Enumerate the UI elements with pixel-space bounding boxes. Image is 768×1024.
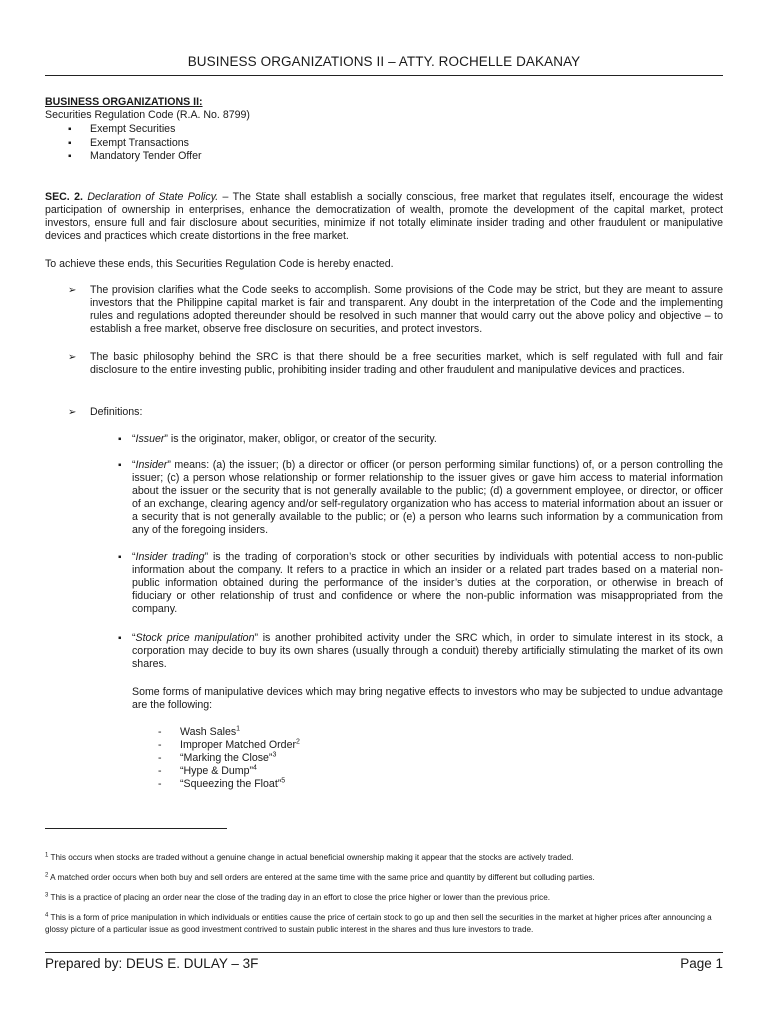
definition-text: is another prohibited activity under the SRC which, in order to simulate interest in its stock, a corporation may decide to buy its own shares (usually through a conduit) thereby artificially stimulating the market of its own shares. <box>132 632 723 670</box>
point-item <box>68 284 723 336</box>
section-text: The State shall establish a socially conscious, free market that regulates itself, encourage the widest participation of ownership in enterprises, enhance the democratization of wealth, promote the development of the capital market, protect investors, ensure full and fair disclosure about securities, minimize if not totally eliminate insider trading and other fraudulent or manipulative devices and practices which create distortions in the free market. <box>45 191 723 242</box>
open-quote: “ <box>132 459 136 471</box>
section-dash: – <box>218 191 233 203</box>
footer-rule <box>45 952 723 953</box>
point-text: Definitions: <box>90 406 143 418</box>
footnote: $^2$ A matched order occurs when both buy and sell orders are entered at the same time with the same price and quantity by different but colluding parties. <box>45 872 595 882</box>
topic-item: ▪ Exempt Transactions <box>68 137 202 151</box>
page-header-title: BUSINESS ORGANIZATIONS II – ATTY. ROCHELLE DAKANAY <box>187 54 581 69</box>
manipulation-intro: Some forms of manipulative devices which may bring negative effects to investors who may be subjected to undue advantage are the following: <box>132 686 723 711</box>
point-item <box>68 406 723 419</box>
definition-item <box>118 551 723 616</box>
close-quote: ” <box>204 551 209 563</box>
definition-term: Insider trading <box>135 551 205 563</box>
manipulation-list <box>158 726 300 791</box>
close-quote: ” <box>164 433 168 445</box>
footnote-ref: 4 <box>253 764 257 772</box>
footnote-separator <box>45 828 227 829</box>
square-bullet-icon: ▪ <box>118 633 122 644</box>
manipulation-item: - Wash Sales$^1$ <box>158 725 241 738</box>
arrow-bullet-icon: ➢ <box>68 407 77 418</box>
footer-prepared-by: Prepared by: DEUS E. DULAY – 3F <box>45 956 259 971</box>
arrow-bullet-icon: ➢ <box>68 285 77 296</box>
definition-text: is the originator, maker, obligor, or creator of the security. <box>167 433 437 445</box>
definition-term: Stock price manipulation <box>135 632 255 644</box>
document-title: BUSINESS ORGANIZATIONS II: <box>45 96 203 108</box>
close-quote: ” <box>167 459 171 471</box>
footnote-ref: 1 <box>236 725 241 733</box>
manipulation-item: - Improper Matched Order$^2$ <box>158 738 300 751</box>
footnote-ref: 5 <box>281 777 286 785</box>
section-heading: Declaration of State Policy. <box>87 191 219 203</box>
point-item <box>68 351 723 377</box>
definition-item <box>118 433 723 446</box>
topic-list <box>68 123 202 164</box>
definition-text: is the trading of corporation’s stock or other securities by individuals with potential access to non-public information about the company. It refers to a practice in which an insider or a related part trades based on a material non-public information obtained during the performance of the insider’s duties at the corporation, or otherwise in breach of fiduciary or other relationship of trust and confidence or where the non-public information was misappropriated from the company. <box>132 551 723 615</box>
definition-text: means: (a) the issuer; (b) a director or officer (or person performing similar functions) of, or a person controlling the issuer; (c) a person whose relationship or former relationship to the issuer gives or gave him access to material information about the issuer or the security that is not generally available to the public; (d) a government employee, or director, or officer of an exchange, clearing agency and/or self-regulatory organization who has access to material information about an issuer or a security that is not generally available to the public; or (e) a person who learns such information by a communication from any of the foregoing insiders. <box>132 459 723 536</box>
footnote: $^4$ This is a form of price manipulation in which individuals or entities cause the price of certain stock to go up and then sell the securities in the market at higher prices after announcing a glossy picture of a particular issue as good investment contrived to sustain public interest in the shares and thus lure investors to trade. <box>45 912 712 934</box>
point-text: The provision clarifies what the Code seeks to accomplish. Some provisions of the Code may be strict, but they are meant to assure investors that the Philippine capital market is fair and transparent. Any doubt in the interpretation of the Code and the implementing rules and regulations adopted thereunder should be resolved in such manner that would carry out the above policy and objective – to establish a free market, observe free disclosure on securities, and protect investors. <box>90 284 723 335</box>
section-2-paragraph <box>45 191 723 243</box>
open-quote: “ <box>132 433 136 445</box>
footnote: $^3$ This is a practice of placing an order near the close of the trading day in an effort to close the price higher or lower than the previous price. <box>45 892 551 902</box>
footnote-ref: 3 <box>272 751 277 759</box>
open-quote: “ <box>132 632 136 644</box>
definition-item <box>118 632 723 671</box>
footer-page-number: Page 1 <box>680 956 723 971</box>
topic-item: ▪ Exempt Securities <box>68 123 202 137</box>
footnote-ref: 2 <box>296 738 300 746</box>
open-quote: “ <box>132 551 136 563</box>
document-subtitle: Securities Regulation Code (R.A. No. 8799) <box>45 109 250 121</box>
square-bullet-icon: ▪ <box>118 460 122 471</box>
square-bullet-icon: ▪ <box>118 434 122 445</box>
topic-item: ▪ Mandatory Tender Offer <box>68 150 202 164</box>
definition-term: Issuer <box>135 433 165 445</box>
definition-item <box>118 459 723 537</box>
manipulation-item: - “Hype & Dump”$^4$ <box>158 764 257 777</box>
enactment-paragraph: To achieve these ends, this Securities Regulation Code is hereby enacted. <box>45 258 394 270</box>
point-text: The basic philosophy behind the SRC is that there should be a free securities market, which is self regulated with full and fair disclosure to the entire investing public, prohibiting insider trading and other fraudulent and manipulative devices and practices. <box>90 351 723 376</box>
manipulation-item: - “Squeezing the Float”$^5$ <box>158 777 286 790</box>
square-bullet-icon: ▪ <box>118 552 122 563</box>
close-quote: ” <box>254 632 258 644</box>
section-label: SEC. 2. <box>45 191 83 203</box>
footnote: $^1$ This occurs when stocks are traded without a genuine change in actual beneficial ownership making it appear that the stocks are actively traded. <box>45 852 574 862</box>
definition-term: Insider <box>135 459 168 471</box>
arrow-bullet-icon: ➢ <box>68 352 77 363</box>
header-rule <box>45 75 723 76</box>
manipulation-item: - “Marking the Close”$^3$ <box>158 751 277 764</box>
